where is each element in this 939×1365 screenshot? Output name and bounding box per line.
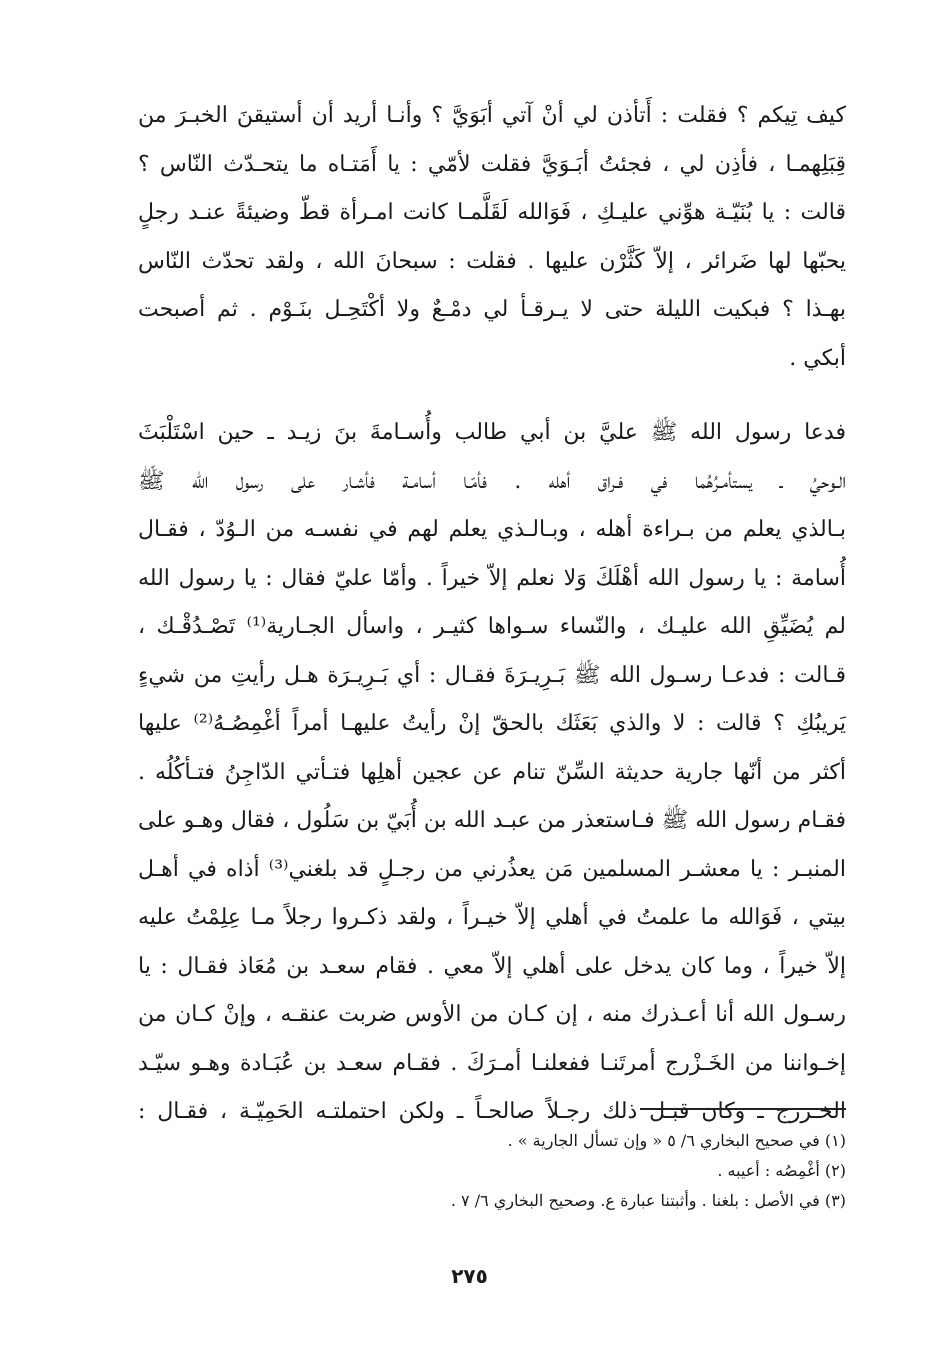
text-line: قالت : يا بُنَيّـة هوِّني عليـكِ ، فَوَالله لَقَلَّمـا كانت امـرأة قطّ وضيئةً عنـد رجلٍ (138, 200, 846, 225)
text-line: قِبَلِهمـا ، فأذِن لي ، فجئتُ أبَـوَيَّ فقلت لأمّي : يا أَمَتـاه ما يتحـدّث النّاس ؟ (138, 151, 846, 177)
text-line: يحبّها لها ضَرائر ، إلاّ كَثَّرْن عليها . فقلت : سبحانَ الله ، ولقد تحدّث النّاس (138, 248, 846, 274)
text-line: بـالذي يعلم من بـراءة أهله ، وبـالـذي يعلم لهم في نفسـه من الـوُدّ ، فقـال (138, 517, 846, 542)
footnote: (٢) أغْمِصُه : أعيبه . (717, 1161, 846, 1180)
paragraph (138, 92, 846, 383)
text-line: فدعا رسول الله ﷺ عليَّ بن أبي طالب وأُسـامةَ بنَ زيـد ـ حين اسْتَلْبَثَ (138, 420, 846, 445)
footnote: (١) في صحيح البخاري ٦/ ٥ « وإن تسأل الجارية » . (507, 1131, 846, 1150)
text-line: يَريبُكِ ؟ قالت : لا والذي بَعَثَك بالحقّ إنْ رأيتُ عليهـا أمراً أغْمِصُـهُ⁽²⁾ عليها (138, 711, 846, 736)
text-line: المنبـر : يا معشـر المسلمين مَن يعذُرني من رجـلٍ قد بلغني⁽³⁾ أذاه في أهـل (138, 856, 846, 882)
text-line: بيتي ، فَوَالله ما علمتُ في أهلي إلاّ خيـراً ، ولقد ذكـروا رجلاً مـا عِلِمْتُ عليه (138, 905, 846, 930)
footnote: (٣) في الأصل : بلغنا . وأثبتنا عبارة ع. وصحيح البخاري ٦/ ٧ . (450, 1191, 846, 1210)
footnotes (300, 1126, 846, 1216)
text-line: إخـواننا من الخَـزْرج أمرتَنـا ففعلنـا أمـرَكَ . فقـام سعـد بن عُبَـادة وهـو سيّـد (138, 1050, 846, 1076)
text-line: بهـذا ؟ فبكيت الليلة حتى لا يـرقـأ لي دمْـعٌ ولا أكْتَحِـل بنَـوْم . ثم أصبحت (138, 297, 846, 322)
text-line: فقـام رسول الله ﷺ فـاستعذر من عبـد الله بن أُبَيّ بن سَلُول ، فقال وهـو على (138, 808, 846, 833)
text-line: كيف تِيكم ؟ فقلت : أَتأذن لي أنْ آتي أبَوَيَّ ؟ وأنـا أريد أن أستيقنَ الخبـرَ من (138, 103, 846, 128)
main-text (138, 92, 846, 1137)
text-line: أبكي . (789, 345, 846, 371)
footnote-divider (640, 1108, 846, 1110)
text-line: قـالت : فدعـا رسـول الله ﷺ بَـرِيـرَةَ فقـال : أي بَـرِيـرَة هـل رأيتِ من شيءٍ (138, 662, 846, 688)
text-line: لم يُضَيِّقِ الله عليـك ، والنّساء سـواها كثيـر ، واسأل الجـارية⁽¹⁾ تَصْـدُقْـك ، (138, 614, 846, 639)
paragraph (138, 409, 846, 1137)
page-number: ٢٧٥ (451, 1264, 488, 1288)
text-line: الـوحيُ ـ يستأمـرُهُما في فـراق أهله . فأمّـا أسامـة فأشـار على رسول الله ﷺ (138, 468, 846, 494)
text-line: الخـزرج ـ وكان قبـل ذلك رجـلاً صالحـاً ـ ولكن احتملتـه الحَمِيّـة ، فقـال : (138, 1099, 846, 1124)
text-line: رسـول الله أنا أعـذرك منه ، إن كـان من الأوس ضربت عنقـه ، وإنْ كـان من (138, 1002, 846, 1027)
text-line: أكثر من أنّها جارية حديثة السِّنّ تنام عن عجين أهلِها فتـأتي الدّاجِنُ فتـأكُلُه . (138, 759, 846, 785)
text-line: إلاّ خيراً ، وما كان يدخل على أهلي إلاّ معي . فقام سعـد بن مُعَاذ فقـال : يا (138, 953, 846, 979)
text-line: أُسامة : يا رسول الله أهْلَكَ وَلا نعلم إلاّ خيراً . وأمّا عليّ فقال : يا رسول الله (138, 565, 846, 591)
